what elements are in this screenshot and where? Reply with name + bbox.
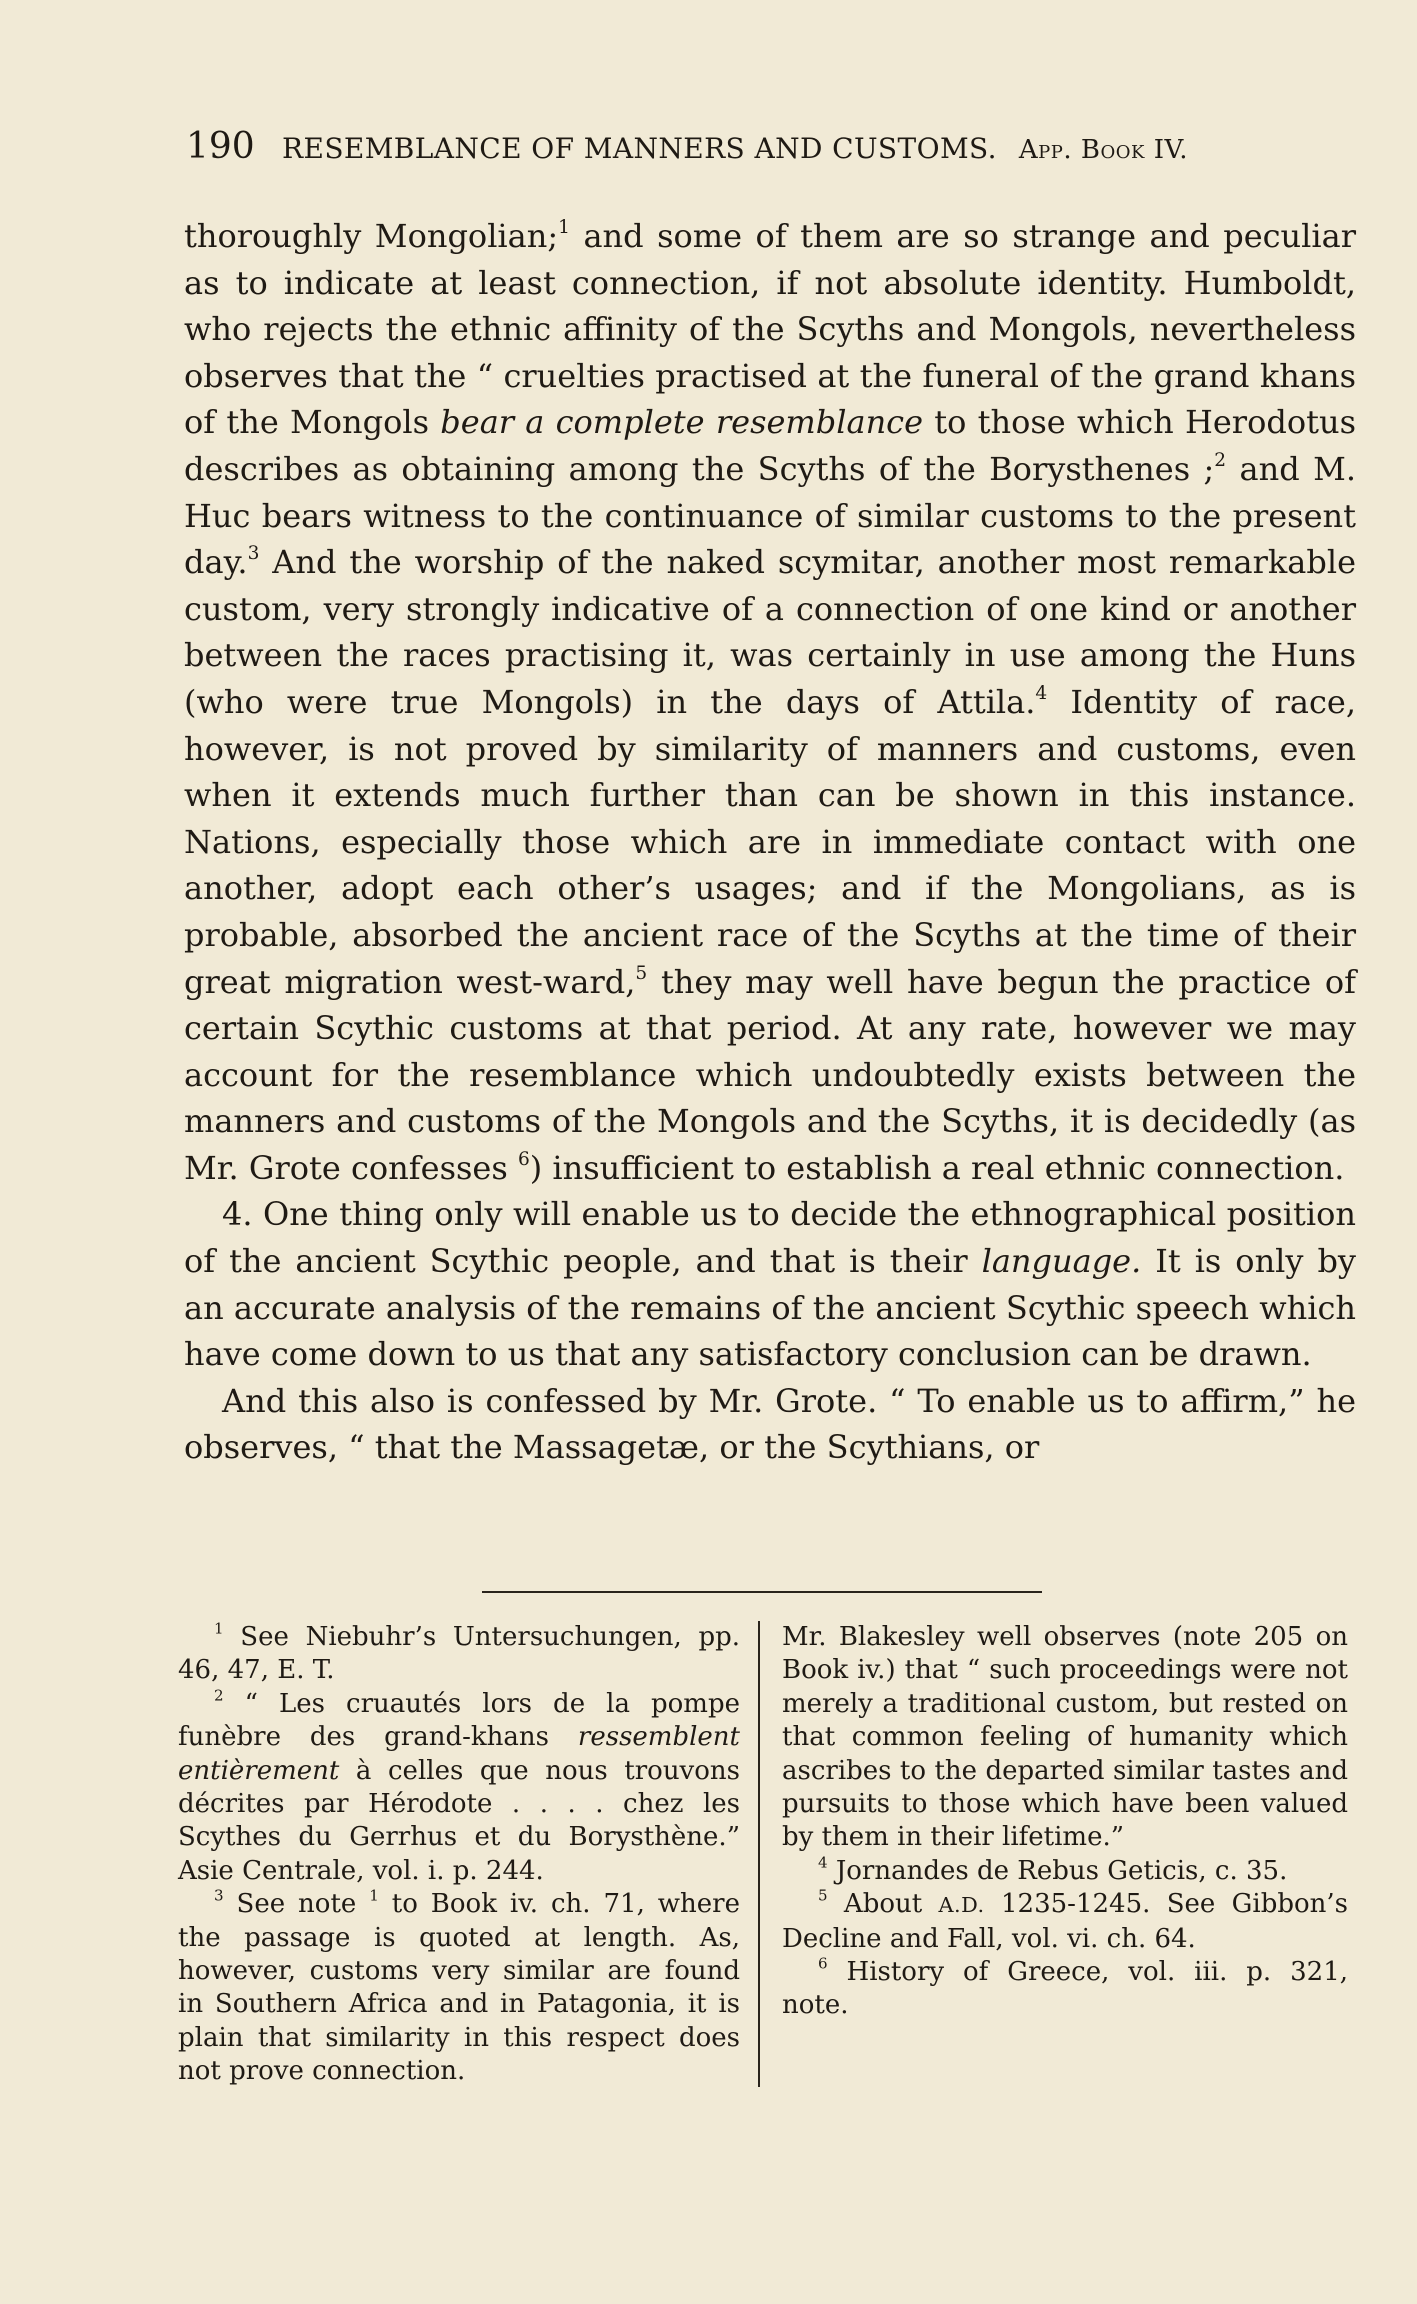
footnote-column-right [760, 1621, 1348, 2087]
paragraph-3: And this also is confessed by Mr. Grote. “ To enable us to affirm,” he observes, “ that the Massagetæ, or the Scythians, or [184, 1381, 1356, 1467]
section-label: App. Book IV. [1018, 135, 1189, 165]
footnote-2: $^2$ “ Les cruautés lors de la pompe funèbre des grand-khans ressemblent entièrement à celles que nous trouvons décrites par Hérodote . . . . chez les Scythes du Gerrhus et du Borysthène.” Asie Centrale, vol. i. p. 244. [178, 1686, 740, 1886]
footnote-ref-5: 5 [635, 962, 648, 984]
footnote-4: $^4$ Jornandes de Rebus Geticis, c. 35. [818, 1853, 1288, 1886]
footnote-1: $^1$ See Niebuhr’s Untersuchungen, pp. 46, 47, E. T. [178, 1619, 740, 1686]
emphasis: language. [981, 1242, 1142, 1281]
page-number: 190 [186, 126, 255, 167]
footnote-divider [482, 1591, 1042, 1593]
footnote-3-continued: Mr. Blakesley well observes (note 205 on Book iv.) that “ such proceedings were not merely a traditional custom, but rested on that common feeling of humanity which ascribes to the departed similar tastes and pursuits to those which have been valued by them in their lifetime.” [782, 1622, 1348, 1853]
footnote-ref-4: 4 [1035, 683, 1048, 705]
main-text [184, 213, 1356, 1471]
paragraph-2: 4. One thing only will enable us to decide the ethnographical position of the ancient Scythic people, and that is their language. It is only by an accurate analysis of the remains of the ancient Scythic speech which have come down to us that any satisfactory conclusion can be drawn. [184, 1195, 1357, 1374]
footnote-ref-1: 1 [558, 217, 570, 239]
footnote-column-left [178, 1621, 760, 2087]
running-header [186, 126, 1358, 166]
footnote-ref-2: 2 [1214, 450, 1227, 472]
emphasis: bear a complete resemblance [440, 403, 924, 442]
footnote-ref-6: 6 [517, 1148, 530, 1170]
footnote-5: $^5$ About A.D. 1235-1245. See Gibbon’s Decline and Fall, vol. vi. ch. 64. [782, 1886, 1348, 1954]
footnote-ref-3: 3 [247, 543, 260, 565]
paragraph-1: thoroughly Mongolian;$^1$ and some of them are so strange and peculiar as to indicate at least connection, if not absolute identity. Humboldt, who rejects the ethnic affinity of the Scyths and Mongols, nevertheless observes that the “ cruelties practised at the funeral of the grand khans of the Mongols bear a complete resemblance to those which Herodotus describes as obtaining among the Scyths of the Borysthenes ;$^2$ and M. Huc bears witness to the continuance of similar customs to the present day.$^3$ And the worship of the naked scymitar, another most remarkable custom, very strongly indicative of a connection of one kind or another between the races practising it, was certainly in use among the Huns (who were true Mongols) in the days of Attila.$^4$ Identity of race, however, is not proved by similarity of manners and customs, even when it extends much further than can be shown in this instance. Nations, especially those which are in immediate contact with one another, adopt each other’s usages; and if the Mongolians, as is probable, absorbed the ancient race of the Scyths at the time of their great migration west-ward,$^5$ they may well have begun the practice of certain Scythic customs at that period. At any rate, however we may account for the resemblance which undoubtedly exists between the manners and customs of the Mongols and the Scyths, it is decidedly (as Mr. Grote confesses $^6$) insufficient to establish a real ethnic connection. [184, 217, 1357, 1187]
footnotes [178, 1621, 1350, 2087]
running-title: RESEMBLANCE OF MANNERS AND CUSTOMS. [282, 132, 997, 165]
footnote-6: $^6$ History of Greece, vol. iii. p. 321, note. [782, 1954, 1348, 2021]
footnote-3: $^3$ See note $^1$ to Book iv. ch. 71, where the passage is quoted at length. As, however, customs very similar are found in Southern Africa and in Patagonia, it is plain that similarity in this respect does not prove connection. [178, 1886, 740, 2087]
